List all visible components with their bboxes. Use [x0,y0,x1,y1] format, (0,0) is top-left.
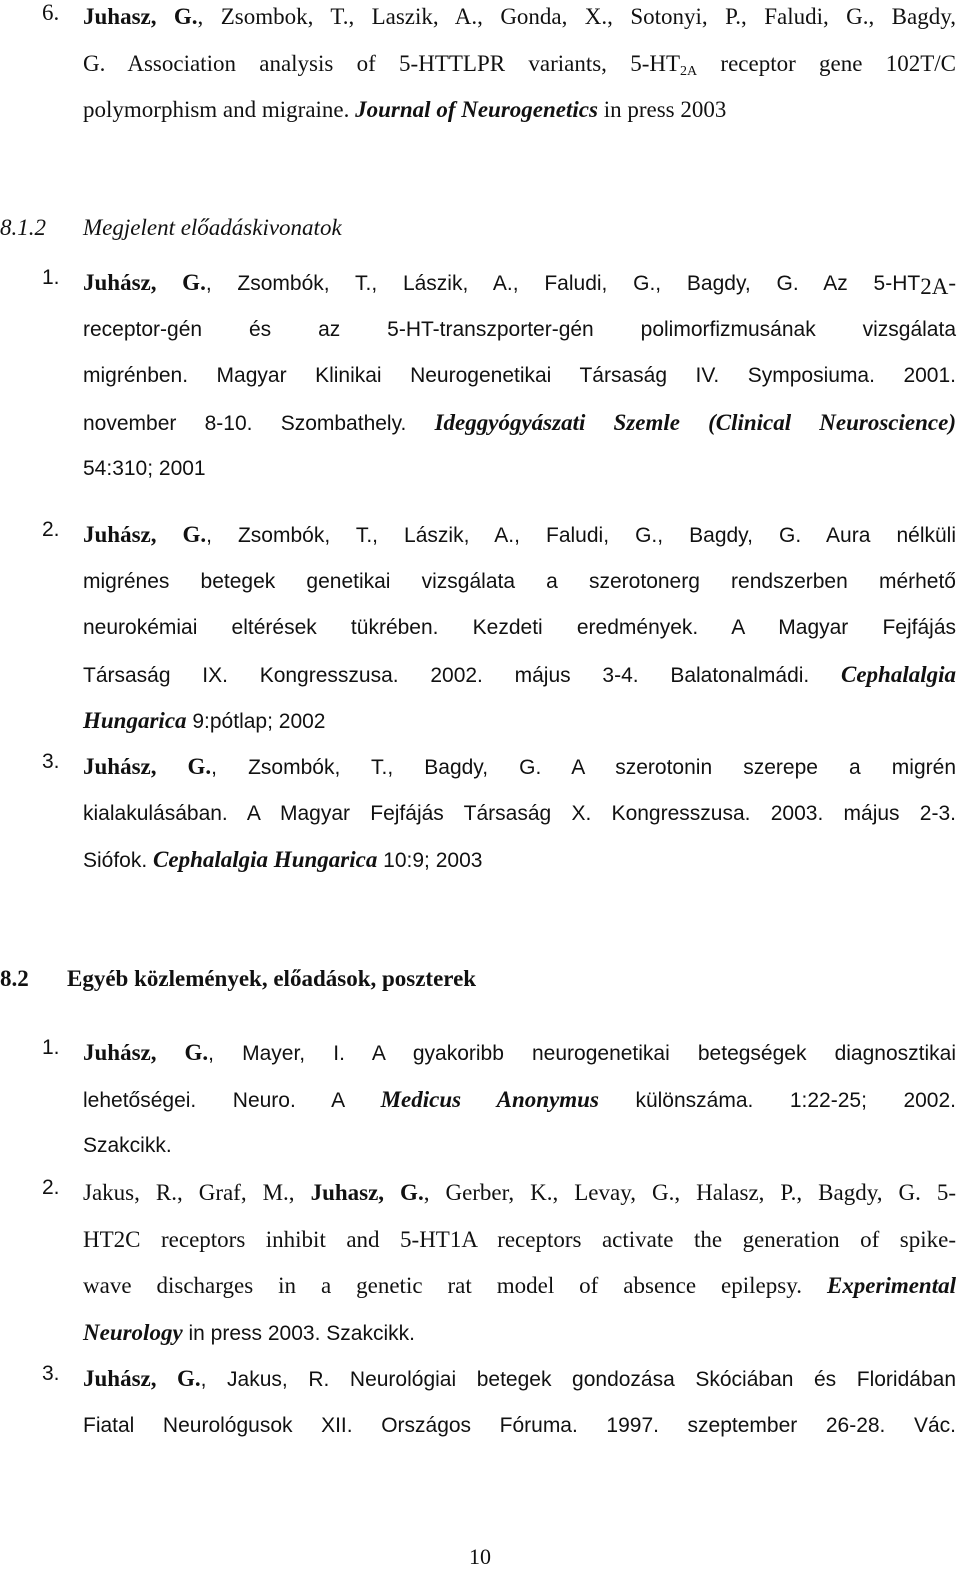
journal-title: Neurology [83,1319,183,1345]
author-highlight: Juhász, G. [83,522,207,547]
item-number: 2. [42,518,60,541]
item-number: 3. [42,750,60,773]
item-number: 1. [42,1036,60,1059]
section-number: 8.2 [0,966,29,991]
journal-title: Journal of Neurogenetics [355,97,598,122]
section-title: Egyéb közlemények, előadások, poszterek [67,966,477,991]
journal-title: Medicus Anonymus [380,1086,599,1112]
journal-title: Hungarica [83,708,187,733]
author-highlight: Juhász, G. [83,754,212,779]
author-highlight: Juhasz, G. [83,4,198,29]
journal-title: Ideggyógyászati Szemle (Clinical Neuroscience) [434,409,956,435]
journal-title: Experimental [826,1273,956,1298]
subsection-number: 8.1.2 [0,215,46,240]
item-number: 1. [42,266,60,289]
item-number: 2. [42,1176,60,1199]
journal-title: Cephalalgia [840,661,956,687]
item-number: 3. [42,1362,60,1385]
page-number: 10 [469,1544,491,1569]
author-highlight: Juhász, G. [83,1366,201,1391]
author-highlight: Juhász, G. [83,270,206,295]
author-highlight: Juhász, G. [83,1040,209,1065]
subsection-title: Megjelent előadáskivonatok [83,215,342,240]
item-number: 6. [42,0,60,25]
document-page: 6. Juhasz, G., Zsombok, T., Laszik, A., Gonda, X., Sotonyi, P., Faludi, G., Bagdy, G. Association analysis of 5-HTTLPR variants, $5-HT_{2A}$ receptor gene 102T/C polymorphism and migraine. Journal of Neurogenetics in press 2003 8.1.2 Megjelent előadáskivonatok 1. Juhász, G., Zsombók, T., Lászik, A., Faludi, G., Bagdy, G. Az $5-HT_{2A}-$ receptor-gén és az 5-HT-transzporter-gén polimorfizmusának vizsgálata migrénben. Magyar Klinikai Neurogenetikai Társaság IV. Symposiuma. 2001. november 8-10. Szombathely. Ideggyógyászati Szemle (Clinical Neuroscience) 54:310; 2001 2. Juhász, G., Zsombók, T., Lászik, A., Faludi, G., Bagdy, G. Aura nélküli migrénes betegek genetikai vizsgálata a szerotonerg rendszerben mérhető neurokémiai eltérések tükrében. Kezdeti eredmények. A Magyar Fejfájás Társaság IX. Kongresszusa. 2002. május 3-4. Balatonalmádi. Cephalalgia Hungarica 9:pótlap; 2002 3. Juhász, G., Zsombók, T., Bagdy, G. A szerotonin szerepe a migrén kialakulásában. A Magyar Fejfájás Társaság X. Kongresszusa. 2003. május 2-3. Siófok. Cephalalgia Hungarica 10:9; 2003 8.2 Egyéb közlemények, előadások, poszterek 1. Juhász, G., Mayer, I. A gyakoribb neurogenetikai betegségek diagnosztikai lehetőségei. Neuro. A Medicus Anonymus különszáma. 1:22-25; 2002. Szakcikk. 2. Jakus, R., Graf, M., Juhasz, G., Gerber, K., Levay, G., Halasz, P., Bagdy, G. 5- HT2C receptors inhibit and 5-HT1A receptors activate the generation of spike- wave discharges in a genetic rat model of absence epilepsy. Experimental Neurology in press 2003. Szakcikk. 3. Juhász, G., Jakus, R. Neurológiai betegek gondozása Skóciában és Floridában Fiatal Neurológusok XII. Országos Fóruma. 1997. szeptember 26-28. Vác. 10 [0,0,960,1570]
journal-title: Cephalalgia Hungarica [153,847,378,872]
author-highlight: Juhasz, G. [310,1180,424,1205]
